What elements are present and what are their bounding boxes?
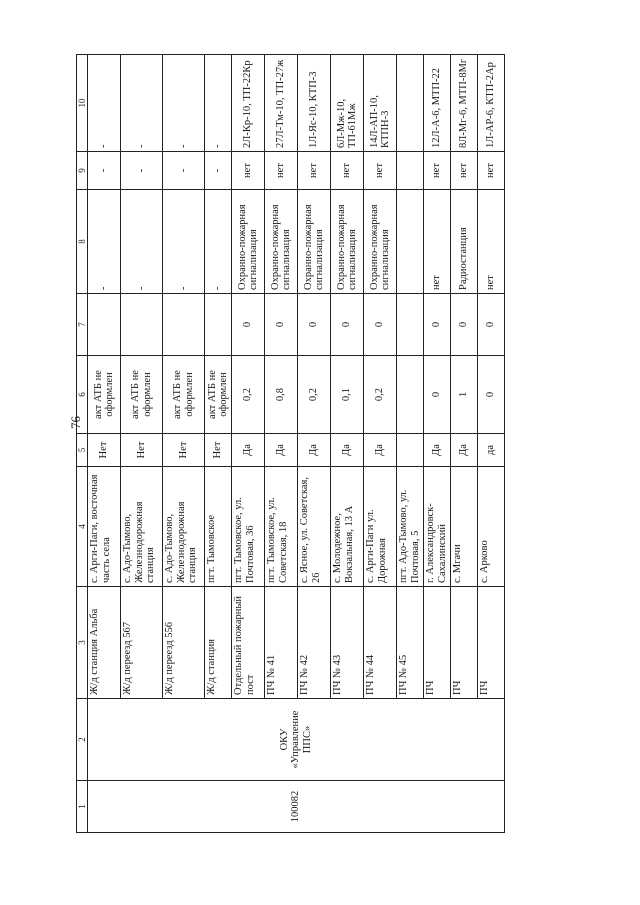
cell-c6: 0 <box>424 356 451 434</box>
cell-address: с. Адо-Тымово, Железнодорожная станция <box>163 467 205 587</box>
cell-c8: Охранно-пожарная сигнализация <box>331 190 364 294</box>
cell-c7: 0 <box>424 294 451 356</box>
cell-c6: акт АТБ не оформлен <box>121 356 163 434</box>
cell-c7 <box>88 294 121 356</box>
cell-c9: нет <box>331 152 364 190</box>
cell-c6: акт АТБ не оформлен <box>163 356 205 434</box>
cell-c9: - <box>163 152 205 190</box>
cell-c10: - <box>121 55 163 152</box>
column-number: 4 <box>77 467 88 587</box>
cell-c8: - <box>88 190 121 294</box>
cell-c10: 14Л-АП-10, КТПН-3 <box>364 55 397 152</box>
cell-name: Ж/д переезд 567 <box>121 587 163 699</box>
cell-address: г. Александровск-Сахалинский <box>424 467 451 587</box>
cell-c5: Да <box>265 434 298 467</box>
cell-c5: Да <box>298 434 331 467</box>
column-number: 8 <box>77 190 88 294</box>
cell-name: ПЧ № 43 <box>331 587 364 699</box>
cell-name: Ж/д станция Альба <box>88 587 121 699</box>
column-number: 1 <box>77 781 88 833</box>
table-body <box>88 55 505 833</box>
cell-c6: акт АТБ не оформлен <box>88 356 121 434</box>
cell-address: с. Арги-Паги, восточная часть села <box>88 467 121 587</box>
cell-address: пгт. Адо-Тымово, ул. Почтовая, 5 <box>397 467 424 587</box>
cell-c9: - <box>88 152 121 190</box>
group-org-cell <box>88 699 505 781</box>
cell-c8: нет <box>478 190 505 294</box>
page-number: 76 <box>68 416 83 429</box>
cell-c5: Да <box>232 434 265 467</box>
cell-c8 <box>397 190 424 294</box>
cell-c7: 0 <box>478 294 505 356</box>
table-row <box>88 55 121 833</box>
cell-c5: да <box>478 434 505 467</box>
cell-address: с. Арги-Паги ул. Дорожная <box>364 467 397 587</box>
cell-name: ПЧ <box>424 587 451 699</box>
cell-address: пгт. Тымовское, ул. Почтовая, 36 <box>232 467 265 587</box>
cell-c6: 0 <box>478 356 505 434</box>
cell-c7: 0 <box>265 294 298 356</box>
cell-address: пгт. Тымовское <box>205 467 232 587</box>
cell-c6 <box>397 356 424 434</box>
cell-c10: 12Л-А-6, МТП-22 <box>424 55 451 152</box>
registry-table <box>76 54 505 833</box>
cell-address: с. Ясное, ул. Советская, 26 <box>298 467 331 587</box>
cell-c7: 0 <box>451 294 478 356</box>
cell-c8: - <box>121 190 163 294</box>
cell-c9: нет <box>298 152 331 190</box>
group-org: ОКУ «Управление ППС» <box>278 710 313 769</box>
cell-c10: 27Л-Тм-10, ТП-27ж <box>265 55 298 152</box>
cell-c8: Радиостанция <box>451 190 478 294</box>
cell-c9: - <box>121 152 163 190</box>
cell-c10: 2Л-Кр-10, ТП-22Кр <box>232 55 265 152</box>
cell-name: ПЧ <box>478 587 505 699</box>
cell-c8: нет <box>424 190 451 294</box>
column-number: 10 <box>77 55 88 152</box>
column-number-row <box>77 55 88 833</box>
cell-c6: 0,2 <box>298 356 331 434</box>
cell-name: ПЧ № 44 <box>364 587 397 699</box>
cell-name: ПЧ № 42 <box>298 587 331 699</box>
cell-c8: Охранно-пожарная сигнализация <box>298 190 331 294</box>
cell-c7 <box>163 294 205 356</box>
cell-c9: нет <box>478 152 505 190</box>
cell-c8: Охранно-пожарная сигнализация <box>265 190 298 294</box>
cell-c6: 0,1 <box>331 356 364 434</box>
cell-c7 <box>205 294 232 356</box>
cell-c9: нет <box>265 152 298 190</box>
cell-name: Отдельный пожарный пост <box>232 587 265 699</box>
column-number: 6 <box>77 356 88 434</box>
cell-name: ПЧ <box>451 587 478 699</box>
cell-c5: Да <box>424 434 451 467</box>
cell-c5: Да <box>451 434 478 467</box>
column-number: 3 <box>77 587 88 699</box>
cell-c8: - <box>163 190 205 294</box>
cell-address: с. Молодежное, Вокзальная, 13 А <box>331 467 364 587</box>
cell-c10: 8Л-Мг-6, МТП-8Мг <box>451 55 478 152</box>
cell-c9: нет <box>364 152 397 190</box>
cell-c10: - <box>205 55 232 152</box>
cell-c7 <box>121 294 163 356</box>
cell-c6: 0,8 <box>265 356 298 434</box>
cell-address: с. Мгачи <box>451 467 478 587</box>
cell-c5: Да <box>364 434 397 467</box>
cell-c9: нет <box>232 152 265 190</box>
cell-c10: - <box>163 55 205 152</box>
cell-c5: Нет <box>88 434 121 467</box>
cell-c9 <box>397 152 424 190</box>
cell-c8: - <box>205 190 232 294</box>
cell-c9: - <box>205 152 232 190</box>
cell-c5 <box>397 434 424 467</box>
cell-address: с. Арково <box>478 467 505 587</box>
cell-name: Ж/д станция <box>205 587 232 699</box>
cell-c10: 1Л-АР-6, КТП-2Ар <box>478 55 505 152</box>
cell-c10: - <box>88 55 121 152</box>
cell-c9: нет <box>424 152 451 190</box>
cell-name: ПЧ № 41 <box>265 587 298 699</box>
cell-c5: Нет <box>121 434 163 467</box>
cell-c5: Нет <box>205 434 232 467</box>
column-number: 2 <box>77 699 88 781</box>
cell-c6: 1 <box>451 356 478 434</box>
cell-c7: 0 <box>364 294 397 356</box>
cell-c8: Охранно-пожарная сигнализация <box>232 190 265 294</box>
cell-c7: 0 <box>331 294 364 356</box>
group-code: 100082 <box>290 790 302 823</box>
cell-c5: Нет <box>163 434 205 467</box>
column-number: 7 <box>77 294 88 356</box>
cell-name: Ж/д переезд 556 <box>163 587 205 699</box>
rotated-table-page <box>76 55 518 833</box>
cell-c10: 6Л-Мж-10, ТП-61Мж <box>331 55 364 152</box>
cell-name: ПЧ № 45 <box>397 587 424 699</box>
cell-c9: нет <box>451 152 478 190</box>
cell-address: с. Адо-Тымово, Железнодорожная станция <box>121 467 163 587</box>
cell-address: пгт. Тымовское, ул. Советская, 18 <box>265 467 298 587</box>
cell-c7: 0 <box>232 294 265 356</box>
group-code-cell <box>88 781 505 833</box>
cell-c7: 0 <box>298 294 331 356</box>
column-number: 5 <box>77 434 88 467</box>
cell-c6: 0,2 <box>232 356 265 434</box>
cell-c6: акт АТБ не оформлен <box>205 356 232 434</box>
cell-c7 <box>397 294 424 356</box>
cell-c6: 0,2 <box>364 356 397 434</box>
cell-c10: 1Л-Яс-10, КТП-3 <box>298 55 331 152</box>
cell-c10 <box>397 55 424 152</box>
cell-c5: Да <box>331 434 364 467</box>
cell-c8: Охранно-пожарная сигнализация <box>364 190 397 294</box>
column-number: 9 <box>77 152 88 190</box>
